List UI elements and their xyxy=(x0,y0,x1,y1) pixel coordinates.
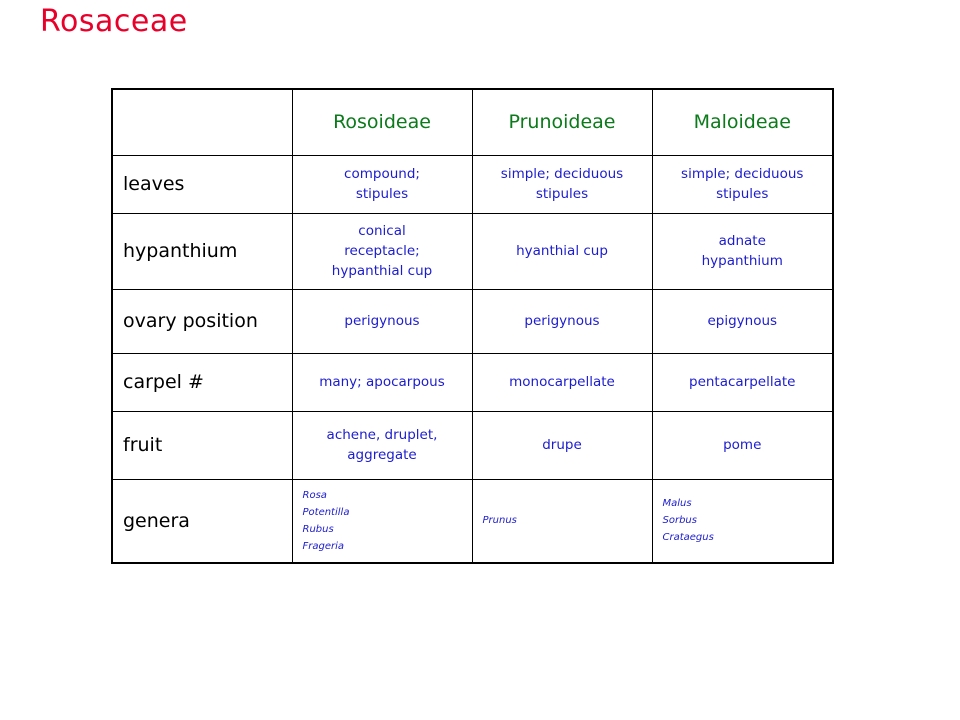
row-label-ovary-position: ovary position xyxy=(112,289,292,353)
genus-name: Rosa xyxy=(302,489,327,501)
row-label-genera: genera xyxy=(112,479,292,563)
table-cell: simple; deciduous stipules xyxy=(472,155,652,213)
genera-cell-prunoideae xyxy=(472,479,652,563)
table-cell: compound; stipules xyxy=(292,155,472,213)
row-label-leaves: leaves xyxy=(112,155,292,213)
header-row xyxy=(112,89,833,155)
genus-name: Frageria xyxy=(302,540,345,552)
table-row xyxy=(112,289,833,353)
row-label-fruit: fruit xyxy=(112,411,292,479)
table-cell: simple; deciduous stipules xyxy=(652,155,833,213)
genus-name: Sorbus xyxy=(662,515,697,527)
table-cell: drupe xyxy=(472,411,652,479)
comparison-table xyxy=(111,88,834,564)
table-cell: monocarpellate xyxy=(472,353,652,411)
genera-cell-maloideae xyxy=(652,479,833,563)
column-header-maloideae: Maloideae xyxy=(652,89,833,155)
genus-name: Rubus xyxy=(302,523,334,535)
table-row xyxy=(112,353,833,411)
genus-name: Prunus xyxy=(482,515,517,527)
table-cell: hyanthial cup xyxy=(472,213,652,289)
table-cell: achene, druplet, aggregate xyxy=(292,411,472,479)
table-row xyxy=(112,479,833,563)
row-label-hypanthium: hypanthium xyxy=(112,213,292,289)
genera-cell-rosoideae xyxy=(292,479,472,563)
table-row xyxy=(112,213,833,289)
genus-name: Malus xyxy=(662,498,692,510)
table-cell: pome xyxy=(652,411,833,479)
row-label-carpel-number: carpel # xyxy=(112,353,292,411)
table-row xyxy=(112,411,833,479)
table-cell: many; apocarpous xyxy=(292,353,472,411)
column-header-prunoideae: Prunoideae xyxy=(472,89,652,155)
genus-name: Crataegus xyxy=(662,532,714,544)
table-cell: pentacarpellate xyxy=(652,353,833,411)
slide-title: Rosaceae xyxy=(40,4,188,39)
corner-cell xyxy=(112,89,292,155)
table-cell: epigynous xyxy=(652,289,833,353)
column-header-rosoideae: Rosoideae xyxy=(292,89,472,155)
table-row xyxy=(112,155,833,213)
genus-name: Potentilla xyxy=(302,506,350,518)
table-cell: perigynous xyxy=(472,289,652,353)
table-cell: perigynous xyxy=(292,289,472,353)
table-cell: adnate hypanthium xyxy=(652,213,833,289)
table-cell: conical receptacle; hypanthial cup xyxy=(292,213,472,289)
